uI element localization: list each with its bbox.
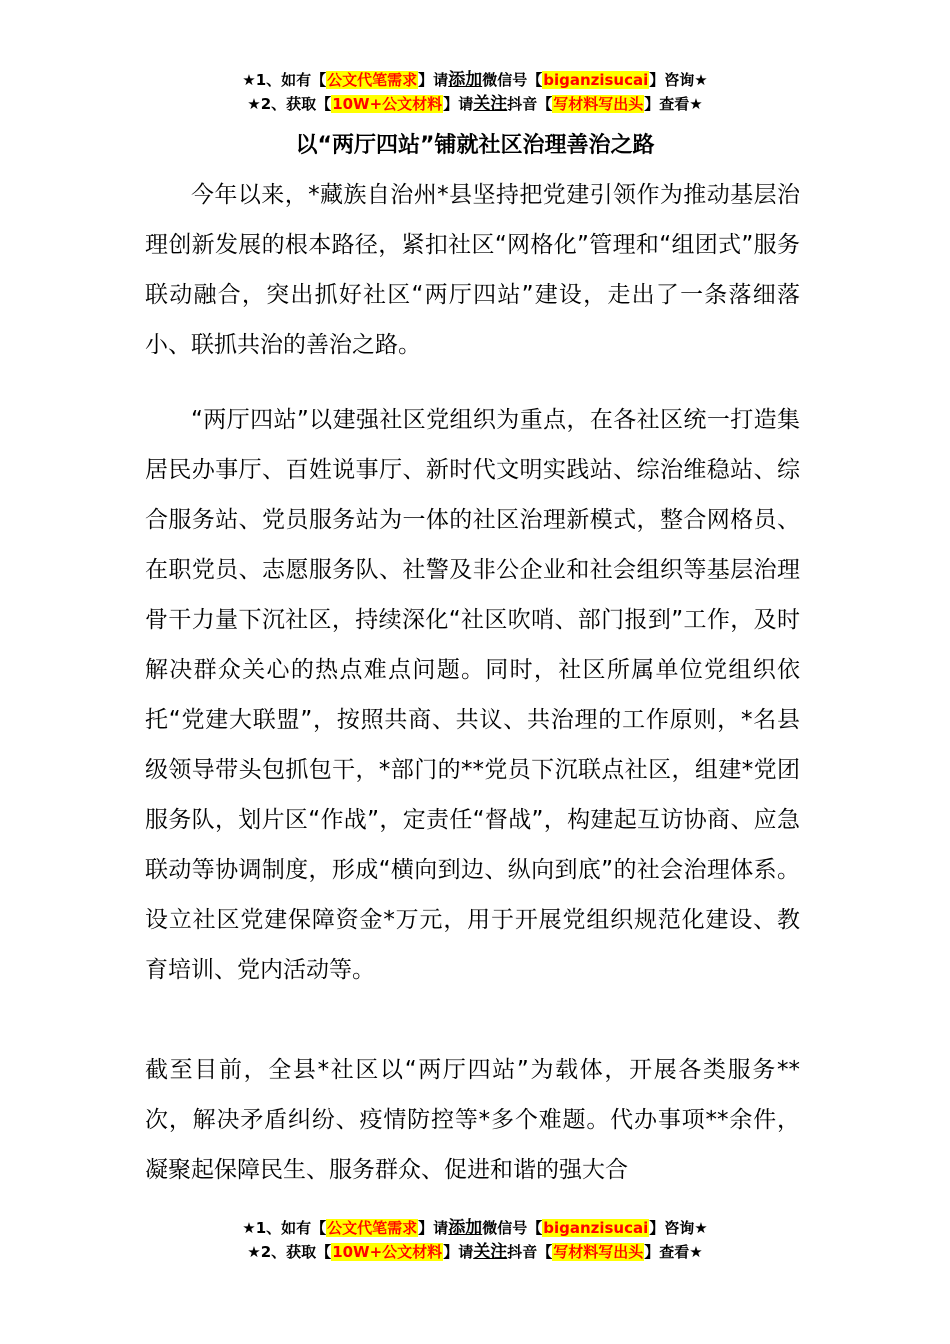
highlight-materials: 10W+公文材料 <box>332 1243 443 1261</box>
star-icon: ★ <box>242 71 256 89</box>
star-icon: ★ <box>694 71 708 89</box>
emphasis-follow: 关注 <box>473 94 508 114</box>
paragraph-1: 今年以来，*藏族自治州*县坚持把党建引领作为推动基层治理创新发展的根本路径，紧扣社区“网格化”管理和“组团式”服务联动融合，突出抓好社区“两厅四站”建设，走出了一条落细落小、联抓共治的善治之路。 <box>145 182 800 358</box>
star-icon: ★ <box>247 1243 261 1261</box>
highlight-materials: 10W+公文材料 <box>332 95 443 113</box>
emphasis-add: 添加 <box>448 70 483 90</box>
emphasis-follow: 关注 <box>473 1242 508 1262</box>
promo-line-1: ★1、如有【公文代笔需求】请添加微信号【biganzisucai】咨询★ <box>242 70 708 90</box>
star-icon: ★ <box>247 95 261 113</box>
promo-line-2: ★2、获取【10W+公文材料】请关注抖音【写材料写出头】查看★ <box>247 1242 703 1262</box>
star-icon: ★ <box>694 1219 708 1237</box>
highlight-douyin: 写材料写出头 <box>553 1243 644 1261</box>
highlight-writing-service: 公文代笔需求 <box>327 1219 418 1237</box>
star-icon: ★ <box>689 95 703 113</box>
paragraph-2: “两厅四站”以建强社区党组织为重点，在各社区统一打造集居民办事厅、百姓说事厅、新时代文明实践站、综治维稳站、综合服务站、党员服务站为一体的社区治理新模式，整合网格员、在职党员、志愿服务队、社警及非公企业和社会组织等基层治理骨干力量下沉社区，持续深化“社区吹哨、部门报到”工作，及时解决群众关心的热点难点问题。同时，社区所属单位党组织依托“党建大联盟”，按照共商、共议、共治理的工作原则，*名县级领导带头包抓包干，*部门的**党员下沉联点社区，组建*党团服务队，划片区“作战”，定责任“督战”，构建起互访协商、应急联动等协调制度，形成“横向到边、纵向到底”的社会治理体系。设立社区党建保障资金*万元，用于开展党组织规范化建设、教育培训、党内活动等。 <box>145 407 800 983</box>
document-title: 以“两厅四站”铺就社区治理善治之路 <box>295 133 655 158</box>
promo-line-1: ★1、如有【公文代笔需求】请添加微信号【biganzisucai】咨询★ <box>242 1218 708 1238</box>
promo-banner-bottom <box>0 1216 950 1264</box>
highlight-wechat-id: biganzisucai <box>543 1219 649 1237</box>
highlight-wechat-id: biganzisucai <box>543 71 649 89</box>
emphasis-add: 添加 <box>448 1218 483 1238</box>
highlight-douyin: 写材料写出头 <box>553 95 644 113</box>
highlight-writing-service: 公文代笔需求 <box>327 71 418 89</box>
promo-line-2: ★2、获取【10W+公文材料】请关注抖音【写材料写出头】查看★ <box>247 94 703 114</box>
star-icon: ★ <box>242 1219 256 1237</box>
star-icon: ★ <box>689 1243 703 1261</box>
paragraph-3: 截至目前，全县*社区以“两厅四站”为载体，开展各类服务**次，解决矛盾纠纷、疫情防控等*多个难题。代办事项**余件，凝聚起保障民生、服务群众、促进和谐的强大合 <box>145 1057 800 1183</box>
promo-banner-top <box>0 68 950 116</box>
